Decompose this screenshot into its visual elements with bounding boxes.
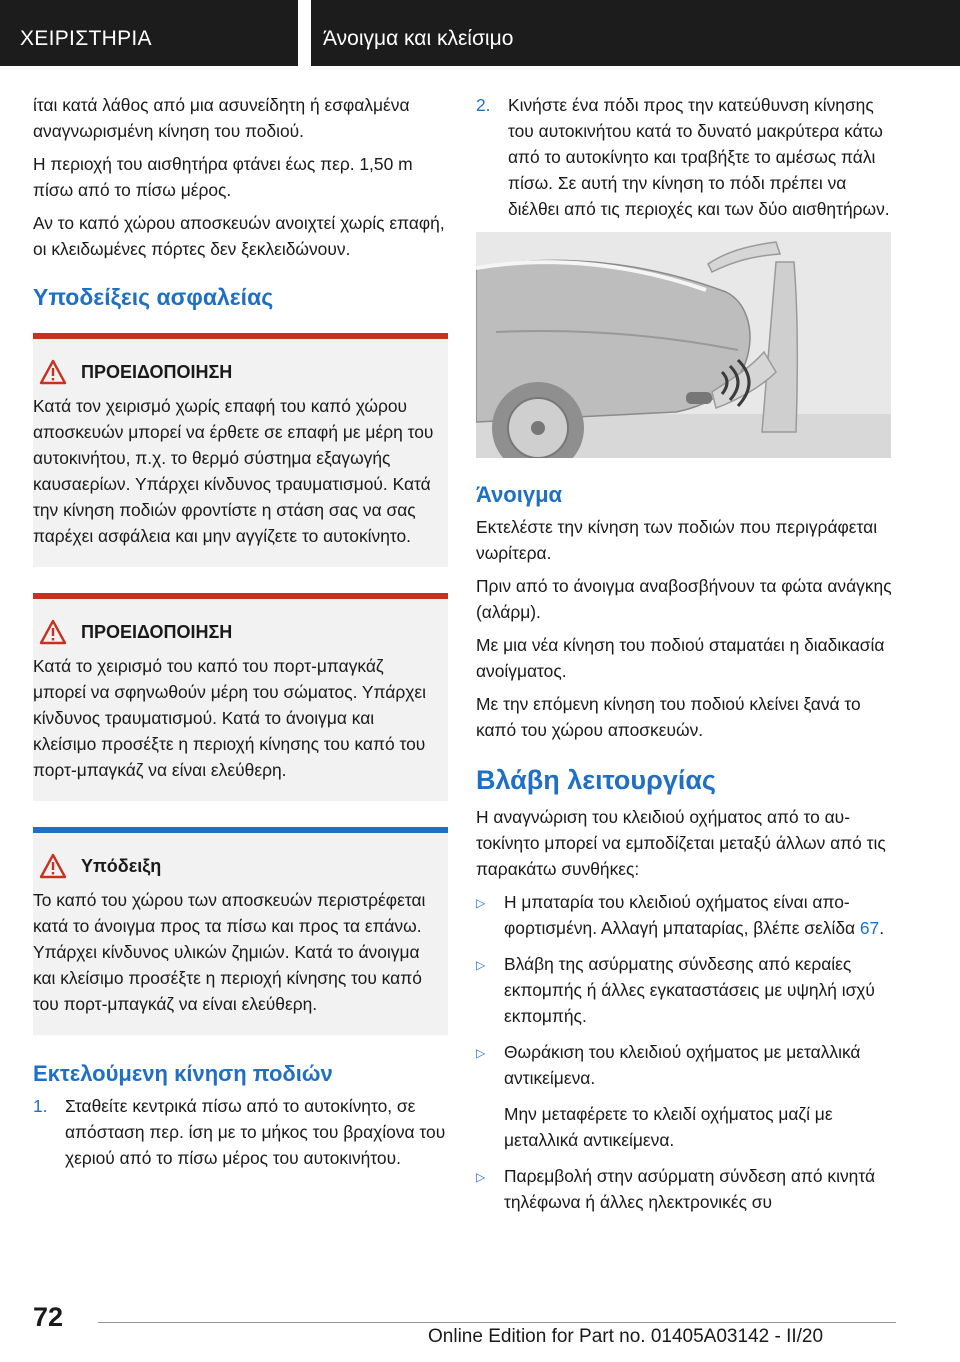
list-item: [476, 951, 896, 1029]
page-header: [0, 0, 960, 66]
left-column: [33, 92, 448, 1179]
step-text: Κινήστε ένα πόδι προς την κατεύθυνση κίνησης του αυτοκινήτου κατά το δυνατό μακρύτερα κάτω από το αυτοκίνητο και τραβήξτε το αμέσως πάλι πίσω. Σε αυτή την κίνηση το πόδι πρέπει να διέλθει από τις περιοχές και των δύο αισθητήρων.: [508, 95, 890, 219]
intro-paragraph-1: ίται κατά λάθος από μια ασυνείδητη ή εσφαλμένα αναγνωρισμένη κίνηση του ποδιού.: [33, 95, 410, 141]
warning-title: ΠΡΟΕΙΔΟΠΟΙΗΣΗ: [81, 621, 233, 642]
warning-triangle-icon: [39, 853, 67, 879]
intro-paragraph-2: Η περιοχή του αισθητήρα φτάνει έως περ. 1,50 m πίσω από το πίσω μέρος.: [33, 154, 413, 200]
warning-triangle-icon: [39, 359, 67, 385]
opening-paragraph-3: Με μια νέα κίνηση του ποδιού σταματάει η διαδικασία ανοίγματος.: [476, 635, 885, 681]
bullet-text: Παρεμβολή στην ασύρματη σύνδεση από κινητά τηλέφωνα ή άλλες ηλεκτρονικές συ: [504, 1166, 876, 1212]
opening-heading: Άνοιγμα: [476, 482, 563, 507]
warning-box-2: [33, 593, 448, 801]
notice-title: Υπόδειξη: [81, 855, 162, 876]
opening-paragraph-2: Πριν από το άνοιγμα αναβοσβήνουν τα φώτα ανάγκης (αλάρμ).: [476, 576, 892, 622]
conditions-list: [476, 889, 896, 1215]
warning-triangle-icon: [39, 619, 67, 645]
bullet-text: Η μπαταρία του κλειδιού οχήματος είναι αποφορτισμένη. Αλλαγή μπαταρίας, βλέπε σελίδα: [504, 892, 860, 938]
list-item-followup: [476, 1101, 896, 1153]
warning-title: ΠΡΟΕΙΔΟΠΟΙΗΣΗ: [81, 361, 233, 382]
right-column: [476, 92, 896, 1225]
warning-text: Κατά το χειρισμό του καπό του πορτ-μπαγκάζ μπορεί να σφηνωθούν μέρη του σώματος. Υπάρχει κίνδυνος τραυματισμού. Κατά το άνοιγμα και κλείσιμο προσέξτε η περιοχή κίνησης του καπό του πορτ-μπαγκάζ να είναι ελεύθερη.: [33, 656, 426, 780]
malfunction-heading: Βλάβη λειτουργίας: [476, 765, 716, 795]
steps-list: [33, 1093, 448, 1171]
steps-list-continued: [476, 92, 896, 222]
bullet-followup-text: Μην μεταφέρετε το κλειδί οχήματος μαζί με μεταλλικά αντικείμενα.: [504, 1104, 833, 1150]
list-item: ▷ Η μπαταρία του κλειδιού οχήματος είναι αποφορτισμένη. Αλλαγή μπαταρίας, βλέπε σελίδα 67.: [476, 889, 896, 941]
page-number: 72: [33, 1302, 64, 1332]
list-item: [476, 1039, 896, 1091]
warning-box-1: [33, 333, 448, 567]
malfunction-intro: Η αναγνώριση του κλειδιού οχήματος από το αυτοκίνητο μπορεί να εμποδίζεται μεταξύ άλλων από τις παρακάτω συνθήκες:: [476, 807, 886, 879]
illustration-foot-under-bumper: [476, 232, 891, 458]
bullet-text: Θωράκιση του κλειδιού οχήματος με μεταλλικά αντικείμενα.: [504, 1042, 861, 1088]
list-item: [476, 92, 896, 222]
warning-text: Κατά τον χειρισμό χωρίς επαφή του καπό χώρου αποσκευών μπορεί να έρθετε σε επαφή με μέρη του αυτοκινήτου, π.χ. το θερμό σύστημα εξαγωγής καυσαερίων. Υπάρχει κίνδυνος τραυματισμού. Κατά την κίνηση ποδιών φροντίστε η στάση σας να σας παρέχει ασφάλεια και μην αγγίζετε το αυτοκίνητο.: [33, 396, 434, 546]
step-number: 2.: [476, 95, 491, 115]
opening-paragraph-4: Με την επόμενη κίνηση του ποδιού κλείνει ξανά το καπό του χώρου αποσκευών.: [476, 694, 861, 740]
triangle-bullet-icon: ▷: [476, 958, 486, 972]
triangle-bullet-icon: ▷: [476, 1046, 486, 1060]
triangle-bullet-icon: ▷: [476, 896, 486, 910]
triangle-bullet-icon: ▷: [476, 1170, 486, 1184]
opening-paragraph-1: Εκτελέστε την κίνηση των ποδιών που περιγράφεται νωρίτερα.: [476, 517, 878, 563]
list-item: [33, 1093, 448, 1171]
footer-edition: Online Edition for Part no. 01405A03142 - II/20: [428, 1326, 824, 1347]
intro-paragraph-3: Αν το καπό χώρου αποσκευών ανοιχτεί χωρίς επαφή, οι κλειδωμένες πόρτες δεν ξεκλειδώνουν.: [33, 213, 445, 259]
page-reference-link[interactable]: 67: [859, 918, 880, 938]
notice-text: Το καπό του χώρου των αποσκευών περιστρέφεται κατά το άνοιγμα προς τα πίσω και προς τα επάνω. Υπάρχει κίνδυνος υλικών ζημιών. Κατά το άνοιγμα και κλείσιμο προσέξτε η περιοχή κίνησης του καπό του πορτ-μπαγκάζ να είναι ελεύθερη.: [33, 890, 426, 1014]
notice-box: [33, 827, 448, 1035]
chapter-title: Άνοιγμα και κλείσιμο: [311, 0, 960, 66]
step-text: Σταθείτε κεντρικά πίσω από το αυτοκίνητο, σε απόσταση περ. ίση με το μήκος του βραχίονα του χεριού από το πίσω μέρος του αυτοκινήτου.: [65, 1096, 446, 1168]
safety-heading: Υποδείξεις ασφαλείας: [33, 284, 274, 310]
bullet-text: Βλάβη της ασύρματης σύνδεσης από κεραίες εκπομπής ή άλλες εγκαταστάσεις με υψηλή ισχύ εκπομπής.: [504, 954, 875, 1026]
section-title: ΧΕΙΡΙΣΤΗΡΙΑ: [0, 0, 298, 66]
list-item: [476, 1163, 896, 1215]
step-number: 1.: [33, 1096, 48, 1116]
foot-movement-heading: Εκτελούμενη κίνηση ποδιών: [33, 1061, 333, 1086]
footer-divider: [98, 1322, 896, 1323]
